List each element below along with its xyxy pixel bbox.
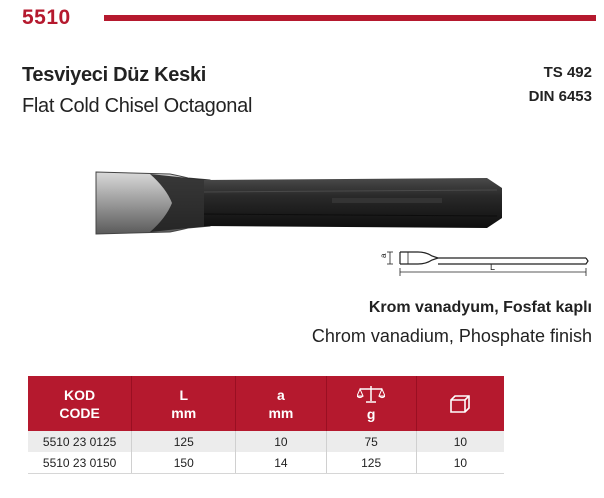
dimension-diagram: [378, 238, 598, 282]
cell-length: 150: [132, 452, 236, 474]
col-header-length: L mm: [132, 376, 236, 431]
box-icon: [449, 394, 471, 414]
cell-code: 5510 23 0150: [28, 452, 132, 474]
cell-length: 125: [132, 431, 236, 452]
cell-width: 10: [236, 431, 326, 452]
product-code: 5510: [22, 6, 71, 29]
col-header-quantity: [416, 376, 504, 431]
header-bar: [104, 15, 596, 21]
dimension-l-label: L: [490, 262, 496, 272]
col-header-code: KOD CODE: [28, 376, 132, 431]
balance-scale-icon: [357, 385, 385, 403]
title-english: Flat Cold Chisel Octagonal: [22, 95, 253, 117]
material-english: Chrom vanadium, Phosphate finish: [311, 326, 592, 346]
cell-weight: 75: [326, 431, 416, 452]
table-row: [28, 431, 504, 452]
standard-din: DIN 6453: [528, 88, 592, 105]
cell-width: 14: [236, 452, 326, 474]
col-header-weight: g: [326, 376, 416, 431]
cell-quantity: 10: [416, 431, 504, 452]
col-header-width: a mm: [236, 376, 326, 431]
table-row: [28, 452, 504, 474]
cell-weight: 125: [326, 452, 416, 474]
chisel-image: [92, 168, 512, 238]
cell-quantity: 10: [416, 452, 504, 474]
dimension-a-label: a: [379, 253, 388, 258]
standard-ts: TS 492: [543, 64, 592, 81]
title-turkish: Tesviyeci Düz Keski: [22, 64, 207, 86]
cell-code: 5510 23 0125: [28, 431, 132, 452]
material-turkish: Krom vanadyum, Fosfat kaplı: [368, 299, 592, 316]
spec-table: [28, 376, 504, 474]
